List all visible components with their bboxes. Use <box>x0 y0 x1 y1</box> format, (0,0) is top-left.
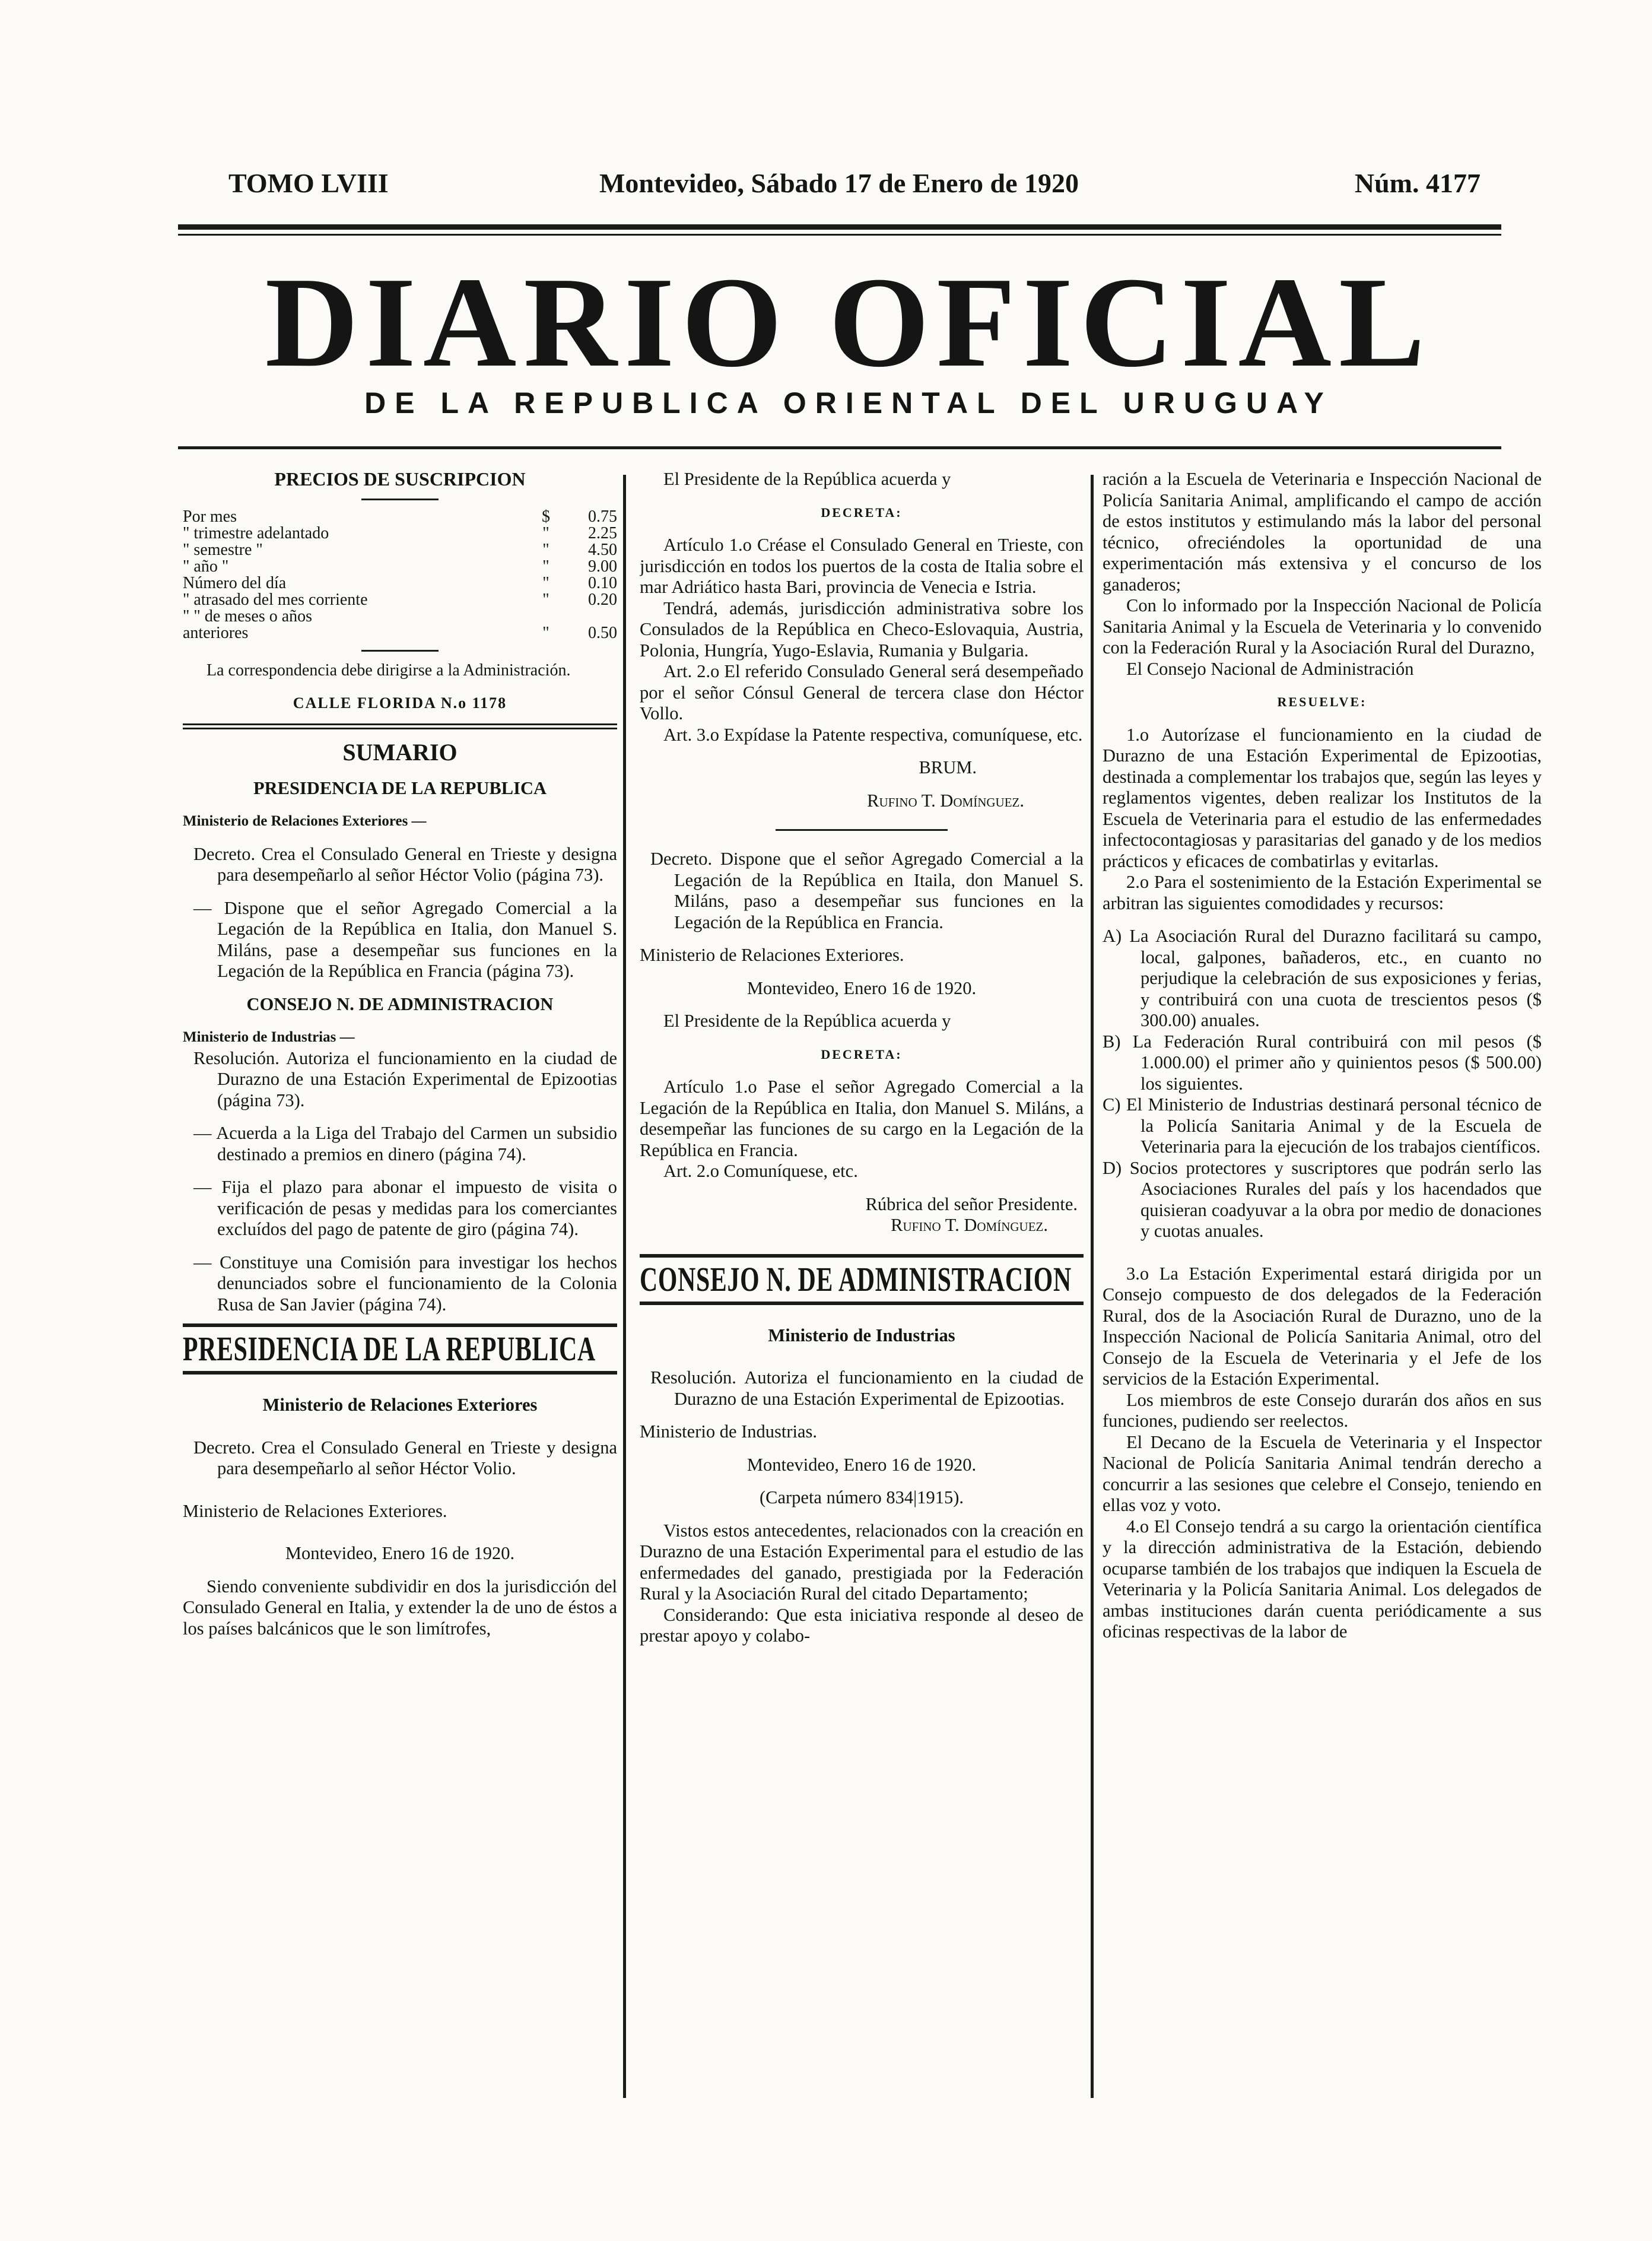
sumario-item: — Acuerda a la Liga del Trabajo del Carmen un subsidio destinado a premios en dinero (página 74). <box>193 1123 617 1164</box>
price-label: " atrasado del mes corriente <box>183 590 368 609</box>
sumario-item: Decreto. Crea el Consulado General en Trieste y designa para desempeñarlo al señor Héctor Volio (página 73). <box>193 843 617 885</box>
decreta-label: DECRETA: <box>821 504 903 520</box>
article: Art. 2.o Comuníquese, etc. <box>663 1161 858 1181</box>
precios-heading: PRECIOS DE SUSCRIPCION <box>274 469 526 490</box>
body-paragraph: Los miembros de este Consejo durarán dos años en sus funciones, pudiendo ser reelectos. <box>1103 1389 1542 1431</box>
section-title-presidencia: PRESIDENCIA DE LA REPUBLICA <box>183 1329 596 1368</box>
body-paragraph: El Decano de la Escuela de Veterinaria y el Inspector Nacional de Policía Sanitaria Animal tendrán derecho a concurrir a las sesiones que celebre el Consejo, teniendo en ellas voz y voto. <box>1103 1431 1542 1515</box>
price-label: " " de meses o años <box>183 607 313 626</box>
sumario-presidencia: PRESIDENCIA DE LA REPUBLICA <box>253 777 547 798</box>
sumario-heading: SUMARIO <box>342 738 458 766</box>
body-paragraph: El Presidente de la República acuerda y <box>663 469 951 489</box>
price-row: Por mes $ 0.75 <box>183 507 617 526</box>
body-paragraph: El Presidente de la República acuerda y <box>663 1011 951 1031</box>
correspondencia-note: La correspondencia debe dirigirse a la Administración. <box>206 661 571 680</box>
price-value: 0.20 <box>588 590 617 609</box>
body-paragraph: El Consejo Nacional de Administración <box>1126 658 1414 679</box>
precios-rule-2 <box>361 650 439 652</box>
signature-brum: BRUM. <box>919 757 977 777</box>
sumario-item: — Fija el plazo para abonar el impuesto de visita o verificación de pesas y medidas para los comerciantes excluídos del pago de patente de giro (página 74). <box>193 1177 617 1239</box>
newspaper-title: DIARIO OFICIAL <box>265 251 1432 394</box>
body-paragraph: Considerando: Que esta iniciativa responde al deseo de prestar apoyo y colabo- <box>640 1604 1084 1646</box>
price-value: 9.00 <box>588 557 617 576</box>
separator-rule <box>776 829 948 831</box>
price-value: 0.50 <box>588 623 617 642</box>
decreto-summary: Decreto. Dispone que el señor Agregado Comercial a la Legación de la República en Itaila, don Manuel S. Miláns, paso a desempeñar sus funciones en la Legación de la República en Francia. <box>650 849 1084 932</box>
address-line: CALLE FLORIDA N.o 1178 <box>293 694 507 712</box>
resolution-item: B) La Federación Rural contribuirá con mil pesos ($ 1.000.00) el primer año y quinientos pesos ($ 500.00) los siguientes. <box>1103 1031 1542 1094</box>
price-value: 2.25 <box>588 523 617 542</box>
price-label: anteriores <box>183 623 249 642</box>
issue-number: Núm. 4177 <box>1354 168 1481 198</box>
column-2 <box>640 469 1084 2119</box>
signature-minister: Rufino T. Domínguez. <box>867 790 1024 811</box>
date-line: Montevideo, Sábado 17 de Enero de 1920 <box>599 168 1079 198</box>
column-rule-1 <box>623 475 626 2098</box>
rubrica-line: Rúbrica del señor Presidente. <box>865 1193 1078 1214</box>
price-value: 0.75 <box>588 507 617 526</box>
price-row: " año " " 9.00 <box>183 557 617 576</box>
price-row <box>183 608 617 625</box>
body-paragraph: Con lo informado por la Inspección Nacional de Policía Sanitaria Animal y la Escuela de Veterinaria y lo convenido con la Federación Rural y la Asociación Rural del Durazno, <box>1103 595 1542 658</box>
decreto-summary: Decreto. Crea el Consulado General en Trieste y designa para desempeñarlo al señor Héctor Volio. <box>193 1437 617 1478</box>
price-table <box>183 509 617 642</box>
resolucion-summary: Resolución. Autoriza el funcionamiento en la ciudad de Durazno de una Estación Experimental de Epizootias. <box>650 1367 1084 1409</box>
price-row: " semestre " " 4.50 <box>183 540 617 559</box>
body-paragraph: Siendo conveniente subdividir en dos la jurisdicción del Consulado General en Italia, y extender la de uno de éstos a los países balcánicos que le son limítrofes, <box>183 1576 617 1639</box>
decreta-label: DECRETA: <box>821 1046 903 1062</box>
resolution-item: A) La Asociación Rural del Durazno facilitará su campo, local, galpones, bañaderos, etc., en cuanto no perjudique la celebración de sus exposiciones y ferias, y contribuirá con una cuota de trescientos pesos ($ 300.00) anuales. <box>1103 926 1542 1030</box>
article: Art. 3.o Expídase la Patente respectiva, comuníquese, etc. <box>663 724 1083 745</box>
ministerio-line: Ministerio de Relaciones Exteriores. <box>183 1500 447 1521</box>
resolution-article: 4.o El Consejo tendrá a su cargo la orientación científica y la dirección administrativa de la Estación, debiendo ocuparse también de los trabajos que indiquen la Escuela de Veterinaria y la Policía Sanitaria Animal. Los delegados de ambas instituciones darán cuenta periódicamente a sus oficinas respectivas de la labor de <box>1103 1516 1542 1642</box>
resolution-article: 3.o La Estación Experimental estará dirigida por un Consejo compuesto de dos delegados de la Federación Rural, dos de la Asociación Rural de Durazno, uno de la Inspección Nacional de Policía Sanitaria Animal, otro del Consejo de la Escuela de Veterinaria y el Jefe de los servicios de la Estación Experimental. <box>1103 1263 1542 1389</box>
issue-info-line <box>228 167 1492 209</box>
price-row: " atrasado del mes corriente " 0.20 <box>183 590 617 609</box>
sumario-ministerio-rel: Ministerio de Relaciones Exteriores — <box>183 813 427 829</box>
masthead-rule-top <box>178 224 1501 230</box>
ministerio-ind-heading: Ministerio de Industrias <box>768 1325 955 1345</box>
price-label: " semestre " <box>183 540 263 559</box>
article: Artículo 1.o Pase el señor Agregado Comercial a la Legación de la República en Italia, don Manuel S. Miláns, a desempeñar las funciones de su cargo en la Legación de la República en Francia. <box>640 1077 1084 1160</box>
section-title-consejo: CONSEJO N. DE ADMINISTRACION <box>640 1259 1072 1299</box>
dateline: Montevideo, Enero 16 de 1920. <box>746 977 977 998</box>
column-rule-2 <box>1091 475 1094 2098</box>
article: Tendrá, además, jurisdicción administrativa sobre los Consulados de la República en Checo-Eslovaquia, Austria, Polonia, Hungría, Yugo-Eslavia, Rumania y Bulgaria. <box>640 598 1084 661</box>
sumario-item: — Constituye una Comisión para investigar los hechos denunciados sobre el funcionamiento de la Colonia Rusa de San Javier (página 74). <box>193 1252 617 1315</box>
resolution-article: 2.o Para el sostenimiento de la Estación Experimental se arbitran las siguientes comodidades y recursos: <box>1103 872 1542 913</box>
price-row: Número del día " 0.10 <box>183 573 617 592</box>
price-value <box>552 608 617 625</box>
resuelve-label: RESUELVE: <box>1277 694 1367 709</box>
resolution-article: 1.o Autorízase el funcionamiento en la ciudad de Durazno de una Estación Experimental de Epizootias, destinada a complementar los trabajos que, según las leyes y reglamentos vigentes, deben realizar los Institutos de la Escuela de Veterinaria para el estudio de las enfermedades infectocontagiosas y parasitarias del ganado y de los medios prácticos y eficaces de combatirlas y evitarlas. <box>1103 724 1542 871</box>
dateline: Montevideo, Enero 16 de 1920. <box>285 1543 515 1563</box>
sumario-item: — Dispone que el señor Agregado Comercial a la Legación de la República en Italia, don Manuel S. Miláns, pase a desempeñar sus funciones en la Legación de la República en Francia (página 73). <box>193 897 617 981</box>
price-label: " año " <box>183 557 229 576</box>
masthead-rule-thin <box>178 234 1501 236</box>
price-label: " trimestre adelantado <box>183 523 329 542</box>
masthead-rule-bottom <box>178 446 1501 449</box>
sumario-ministerio-ind: Ministerio de Industrias — <box>183 1029 355 1045</box>
price-row: " trimestre adelantado " 2.25 <box>183 523 617 542</box>
section-banner-consejo <box>640 1254 1084 1305</box>
body-paragraph: ración a la Escuela de Veterinaria e Inspección Nacional de Policía Sanitaria Animal, amplificando el campo de acción de estos institutos y estimulando más la labor del personal técnico, ofreciéndoles la oportunidad de una experimentación más extensiva y el concurso de los ganaderos; <box>1103 469 1542 595</box>
sumario-rule <box>183 723 617 729</box>
dateline: Montevideo, Enero 16 de 1920. <box>746 1454 977 1475</box>
ministerio-line: Ministerio de Relaciones Exteriores. <box>640 945 904 965</box>
ministerio-rel-heading: Ministerio de Relaciones Exteriores <box>262 1395 538 1415</box>
price-label: Por mes <box>183 507 237 526</box>
precios-rule <box>361 499 439 500</box>
price-value: 0.10 <box>588 573 617 592</box>
column-3 <box>1103 469 1542 2119</box>
tomo-label: TOMO LVIII <box>228 168 389 198</box>
resolution-item: C) El Ministerio de Industrias destinará personal técnico de la Policía Sanitaria Animal y de la Escuela de Veterinaria para la ejecución de los trabajos científicos. <box>1103 1094 1542 1157</box>
column-1 <box>183 469 617 2119</box>
sumario-consejo: CONSEJO N. DE ADMINISTRACION <box>246 993 554 1014</box>
price-row: anteriores " 0.50 <box>183 623 617 642</box>
signature-minister: Rufino T. Domínguez. <box>891 1215 1048 1235</box>
carpeta-number: (Carpeta número 834|1915). <box>759 1487 964 1507</box>
sumario-item: Resolución. Autoriza el funcionamiento en la ciudad de Durazno de una Estación Experimental de Epizootias (página 73). <box>193 1048 617 1110</box>
section-banner-presidencia <box>183 1323 617 1375</box>
article: Artículo 1.o Créase el Consulado General en Trieste, con jurisdicción en todos los puertos de la costa de Italia sobre el mar Adriático hasta Bari, provincia de Venecia e Istria. <box>640 535 1084 597</box>
body-paragraph: Vistos estos antecedentes, relacionados con la creación en Durazno de una Estación Experimental para el estudio de las enfermedades del ganado, prestigiada por la Federación Rural y la Asociación Rural del citado Departamento; <box>640 1520 1084 1604</box>
ministerio-line: Ministerio de Industrias. <box>640 1421 818 1442</box>
resolution-item: D) Socios protectores y suscriptores que podrán serlo las Asociaciones Rurales del país y los hacendados que quisieran coadyuvar a la obra por medio de donaciones y cuotas anuales. <box>1103 1157 1542 1241</box>
price-label: Número del día <box>183 573 287 592</box>
price-value: 4.50 <box>588 540 617 559</box>
article: Art. 2.o El referido Consulado General será desempeñado por el señor Cónsul General de tercera clase don Héctor Vollo. <box>640 661 1084 723</box>
newspaper-subtitle: DE LA REPUBLICA ORIENTAL DEL URUGUAY <box>364 386 1333 420</box>
